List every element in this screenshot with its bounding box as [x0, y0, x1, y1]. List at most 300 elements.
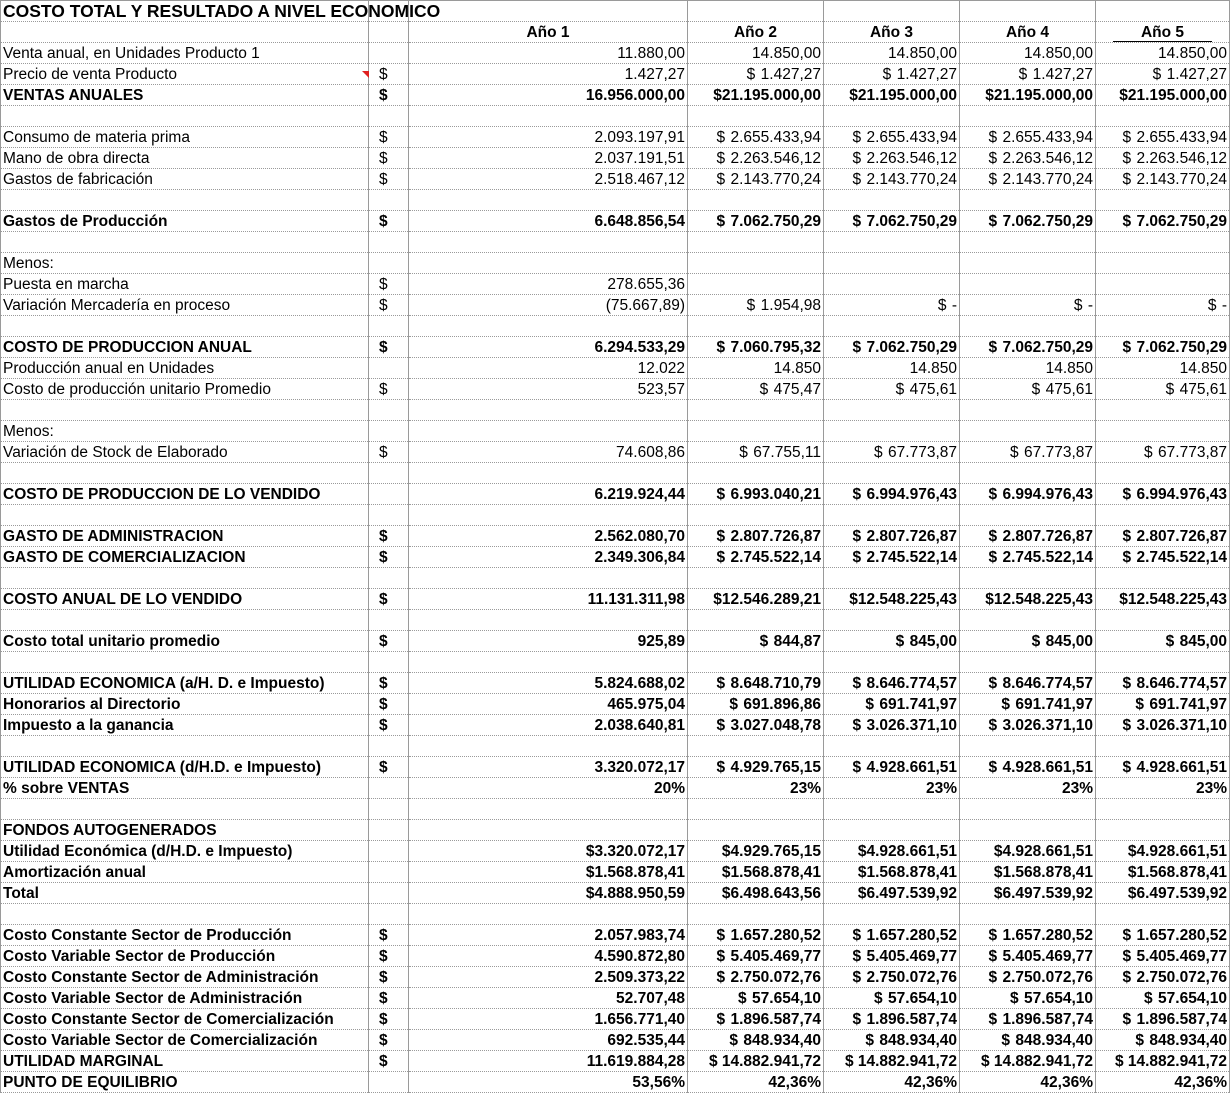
table-row [1, 379, 1230, 400]
currency-symbol: $ [369, 757, 409, 778]
currency-symbol: $ [369, 442, 409, 463]
currency-symbol: $ [739, 444, 748, 461]
table-row [1, 526, 1230, 547]
cell-value: $4.928.661,51 [857, 843, 957, 860]
value-cell [688, 904, 824, 925]
cell-value: $21.195.000,00 [849, 87, 957, 104]
currency-symbol [369, 778, 409, 799]
currency-symbol: $ [988, 675, 998, 692]
cell-value: 2.143.770,24 [1136, 171, 1227, 188]
table-row [1, 64, 1230, 85]
cell-value: 6.994.976,43 [1002, 486, 1093, 503]
value-cell [688, 169, 824, 190]
row-label [1, 106, 369, 127]
table-row [1, 946, 1230, 967]
row-label: Menos: [1, 421, 369, 442]
cell-value: 8.646.774,57 [866, 675, 957, 692]
cell-value: 4.929.765,15 [730, 759, 821, 776]
table-row [1, 967, 1230, 988]
cell-value: 11.131.311,98 [587, 591, 685, 608]
value-cell [409, 778, 688, 799]
table-row [1, 442, 1230, 463]
value-cell [688, 337, 824, 358]
value-cell [960, 463, 1096, 484]
value-cell [688, 85, 824, 106]
value-cell [409, 169, 688, 190]
value-cell [688, 1030, 824, 1051]
value-cell [824, 484, 960, 505]
value-cell [409, 526, 688, 547]
value-cell [960, 127, 1096, 148]
cell-value: 848.934,40 [1015, 1032, 1093, 1049]
value-cell [688, 421, 824, 442]
value-cell [1096, 820, 1230, 841]
value-cell [409, 211, 688, 232]
cell-value: 925,89 [637, 633, 685, 650]
value-cell [1096, 148, 1230, 169]
currency-symbol: $ [716, 717, 726, 734]
currency-symbol [369, 316, 409, 337]
cell-value: 1.896.587,74 [1136, 1011, 1227, 1028]
table-row [1, 820, 1230, 841]
value-cell [688, 505, 824, 526]
value-cell [824, 715, 960, 736]
currency-symbol: $ [1031, 381, 1041, 398]
value-cell [824, 1030, 960, 1051]
value-cell [409, 337, 688, 358]
cell-value: $ 14.882.941,72 [708, 1053, 821, 1070]
value-cell [688, 736, 824, 757]
year-header: Año 3 [824, 22, 960, 43]
cell-value: 1.657.280,52 [1136, 927, 1227, 944]
empty-row [1, 736, 1230, 757]
value-cell [960, 862, 1096, 883]
value-cell [824, 295, 960, 316]
currency-symbol: $ [729, 1032, 739, 1049]
currency-symbol: $ [1001, 1032, 1011, 1049]
cell-value: 2.057.983,74 [594, 927, 685, 944]
currency-symbol: $ [369, 169, 409, 190]
row-label: GASTO DE ADMINISTRACION [1, 526, 369, 547]
row-label: Costo total unitario promedio [1, 631, 369, 652]
year-header: Año 5 [1113, 24, 1212, 42]
value-cell [1096, 547, 1230, 568]
value-cell [960, 253, 1096, 274]
empty-row [1, 652, 1230, 673]
currency-symbol: $ [1144, 444, 1153, 461]
value-cell [688, 1072, 824, 1093]
cell-value: 2.745.522,14 [866, 549, 957, 566]
table-row [1, 337, 1230, 358]
year-header-row [1, 22, 1230, 43]
value-cell [1096, 883, 1230, 904]
value-cell [960, 820, 1096, 841]
value-cell [409, 64, 688, 85]
cell-value: 691.741,97 [1015, 696, 1093, 713]
value-cell [409, 946, 688, 967]
value-cell [409, 1072, 688, 1093]
row-label: UTILIDAD MARGINAL [1, 1051, 369, 1072]
currency-symbol: $ [369, 1009, 409, 1030]
value-cell [1096, 673, 1230, 694]
cell-value: $4.929.765,15 [721, 843, 821, 860]
cell-value: 1.427,27 [1032, 66, 1093, 83]
table-row [1, 883, 1230, 904]
cell-value: $21.195.000,00 [1119, 87, 1227, 104]
cell-value: 848.934,40 [743, 1032, 821, 1049]
table-row [1, 862, 1230, 883]
value-cell [1096, 568, 1230, 589]
value-cell [1096, 85, 1230, 106]
currency-symbol: $ [1144, 990, 1153, 1007]
currency-symbol: $ [369, 337, 409, 358]
value-cell [960, 505, 1096, 526]
value-cell [824, 883, 960, 904]
value-cell [824, 820, 960, 841]
cell-value: 2.750.072,76 [866, 969, 957, 986]
cell-value: 57.654,10 [888, 990, 957, 1007]
currency-symbol: $ [988, 759, 998, 776]
currency-symbol: $ [716, 129, 726, 146]
currency-symbol: $ [1122, 129, 1132, 146]
cell-value: 475,61 [909, 381, 957, 398]
value-cell [960, 883, 1096, 904]
currency-symbol: $ [716, 1011, 726, 1028]
cell-value: $4.888.950,59 [585, 885, 685, 902]
cell-value: 2.263.546,12 [866, 150, 957, 167]
table-row [1, 484, 1230, 505]
row-label: Costo Constante Sector de Comercialización [1, 1009, 369, 1030]
currency-symbol: $ [369, 64, 409, 85]
cell-value: 14.850 [1045, 360, 1093, 377]
cell-value: 692.535,44 [607, 1032, 685, 1049]
value-cell [688, 484, 824, 505]
currency-symbol: $ [369, 1051, 409, 1072]
value-cell [824, 841, 960, 862]
value-cell [824, 967, 960, 988]
cell-value: 67.773,87 [888, 444, 957, 461]
cell-value: $6.498.643,56 [721, 885, 821, 902]
currency-symbol [369, 883, 409, 904]
value-cell [960, 757, 1096, 778]
cell-value: 6.294.533,29 [594, 339, 685, 356]
row-label [1, 652, 369, 673]
cell-value: 14.850,00 [1024, 45, 1093, 62]
row-label: UTILIDAD ECONOMICA (a/H. D. e Impuesto) [1, 673, 369, 694]
currency-symbol: $ [369, 673, 409, 694]
cell-value: - [951, 297, 957, 314]
currency-symbol: $ [1122, 927, 1132, 944]
value-cell [409, 631, 688, 652]
cell-value: 2.263.546,12 [1136, 150, 1227, 167]
cell-value: 2.038.640,81 [594, 717, 685, 734]
value-cell [688, 757, 824, 778]
value-cell [960, 85, 1096, 106]
currency-symbol [369, 820, 409, 841]
value-cell [960, 358, 1096, 379]
value-cell [409, 43, 688, 64]
sheet-title: COSTO TOTAL Y RESULTADO A NIVEL ECONOMICO [1, 1, 369, 22]
title-row [1, 1, 1230, 22]
value-cell [1096, 127, 1230, 148]
value-cell [960, 316, 1096, 337]
value-cell [1096, 316, 1230, 337]
cell-value: 2.745.522,14 [1136, 549, 1227, 566]
row-label: Precio de venta Producto [1, 64, 369, 85]
value-cell [1096, 400, 1230, 421]
cell-value: $6.497.539,92 [1127, 885, 1227, 902]
value-cell [1096, 925, 1230, 946]
row-label [1, 799, 369, 820]
value-cell [824, 211, 960, 232]
value-cell [960, 547, 1096, 568]
value-cell [1096, 1051, 1230, 1072]
currency-symbol: $ [1122, 528, 1132, 545]
value-cell [688, 568, 824, 589]
cell-value: 2.655.433,94 [866, 129, 957, 146]
cell-value: 1.656.771,40 [594, 1011, 685, 1028]
currency-symbol [369, 253, 409, 274]
currency-symbol: $ [988, 486, 998, 503]
table-row [1, 547, 1230, 568]
currency-symbol: $ [1152, 66, 1162, 83]
value-cell [824, 127, 960, 148]
value-cell [688, 673, 824, 694]
cell-value: 7.060.795,32 [730, 339, 821, 356]
row-label [1, 463, 369, 484]
value-cell [824, 253, 960, 274]
table-row [1, 988, 1230, 1009]
value-cell [409, 841, 688, 862]
cell-value: 475,61 [1179, 381, 1227, 398]
value-cell [409, 673, 688, 694]
cell-value: 845,00 [1045, 633, 1093, 650]
currency-symbol: $ [716, 486, 726, 503]
currency-symbol: $ [369, 85, 409, 106]
cell-value: 2.807.726,87 [1136, 528, 1227, 545]
currency-symbol: $ [988, 969, 998, 986]
value-cell [824, 862, 960, 883]
value-cell [1096, 988, 1230, 1009]
table-row [1, 295, 1230, 316]
value-cell [824, 925, 960, 946]
value-cell [824, 568, 960, 589]
cell-value: 2.750.072,76 [730, 969, 821, 986]
empty-row [1, 505, 1230, 526]
value-cell [409, 379, 688, 400]
value-cell [824, 505, 960, 526]
value-cell [688, 862, 824, 883]
cell-value: 67.755,11 [753, 444, 821, 461]
value-cell [1096, 757, 1230, 778]
cell-value: $12.546.289,21 [713, 591, 821, 608]
cell-value: $1.568.878,41 [585, 864, 685, 881]
currency-symbol: $ [988, 129, 998, 146]
value-cell [409, 127, 688, 148]
row-label: Variación Mercadería en proceso [1, 295, 369, 316]
value-cell [688, 316, 824, 337]
row-label: Utilidad Económica (d/H.D. e Impuesto) [1, 841, 369, 862]
cell-value: 7.062.750,29 [730, 213, 821, 230]
currency-symbol: $ [716, 150, 726, 167]
row-label: Amortización anual [1, 862, 369, 883]
value-cell [688, 694, 824, 715]
cell-value: 844,87 [773, 633, 821, 650]
value-cell [1096, 463, 1230, 484]
value-cell [960, 841, 1096, 862]
currency-symbol: $ [895, 633, 905, 650]
value-cell [409, 400, 688, 421]
currency-symbol: $ [729, 696, 739, 713]
currency-symbol: $ [1122, 969, 1132, 986]
currency-symbol [369, 652, 409, 673]
value-cell [688, 148, 824, 169]
value-cell [1096, 106, 1230, 127]
row-label: UTILIDAD ECONOMICA (d/H.D. e Impuesto) [1, 757, 369, 778]
value-cell [1096, 610, 1230, 631]
cell-value: - [1087, 297, 1093, 314]
currency-symbol: $ [369, 1030, 409, 1051]
currency-symbol: $ [716, 171, 726, 188]
currency-symbol: $ [865, 696, 875, 713]
currency-symbol: $ [874, 444, 883, 461]
value-cell [1096, 295, 1230, 316]
year-header: Año 4 [960, 22, 1096, 43]
value-cell [409, 316, 688, 337]
empty-row [1, 232, 1230, 253]
currency-symbol: $ [1122, 171, 1132, 188]
value-cell [1096, 484, 1230, 505]
currency-symbol: $ [865, 1032, 875, 1049]
cell-value: 3.320.072,17 [594, 759, 685, 776]
value-cell [960, 43, 1096, 64]
cell-value: 2.143.770,24 [1002, 171, 1093, 188]
table-row [1, 1009, 1230, 1030]
cell-value: 16.956.000,00 [585, 87, 685, 104]
row-label: Venta anual, en Unidades Producto 1 [1, 43, 369, 64]
cell-value: $3.320.072,17 [585, 843, 685, 860]
currency-symbol: $ [852, 717, 862, 734]
value-cell [409, 904, 688, 925]
cell-value: 23% [1061, 780, 1093, 797]
value-cell [824, 442, 960, 463]
value-cell [824, 631, 960, 652]
cell-value: $12.548.225,43 [849, 591, 957, 608]
value-cell [1096, 1072, 1230, 1093]
value-cell [960, 190, 1096, 211]
value-cell [688, 652, 824, 673]
value-cell [409, 295, 688, 316]
cell-value: 6.219.924,44 [594, 486, 685, 503]
currency-symbol: $ [1135, 696, 1145, 713]
currency-symbol: $ [716, 927, 726, 944]
currency-symbol: $ [369, 946, 409, 967]
row-label: Costo Variable Sector de Administración [1, 988, 369, 1009]
table-row [1, 358, 1230, 379]
year-header: Año 1 [409, 22, 688, 43]
value-cell [409, 925, 688, 946]
currency-symbol: $ [369, 694, 409, 715]
currency-symbol: $ [882, 66, 892, 83]
cell-value: 2.807.726,87 [866, 528, 957, 545]
value-cell [409, 862, 688, 883]
currency-symbol: $ [1010, 444, 1019, 461]
value-cell [960, 442, 1096, 463]
value-cell [1096, 526, 1230, 547]
value-cell [824, 85, 960, 106]
row-label [1, 190, 369, 211]
value-cell [1096, 274, 1230, 295]
table-row [1, 1072, 1230, 1093]
currency-symbol: $ [852, 486, 862, 503]
cell-value: 3.026.371,10 [1136, 717, 1227, 734]
row-label: COSTO DE PRODUCCION ANUAL [1, 337, 369, 358]
value-cell [1096, 631, 1230, 652]
value-cell [824, 379, 960, 400]
value-cell [1096, 190, 1230, 211]
value-cell [1096, 64, 1230, 85]
cell-value: 5.824.688,02 [594, 675, 685, 692]
currency-symbol: $ [759, 381, 769, 398]
cell-value: 8.646.774,57 [1136, 675, 1227, 692]
row-label: Total [1, 883, 369, 904]
cell-value: 2.750.072,76 [1136, 969, 1227, 986]
value-cell [688, 988, 824, 1009]
value-cell [409, 274, 688, 295]
value-cell [409, 358, 688, 379]
cell-value: 2.655.433,94 [730, 129, 821, 146]
currency-symbol: $ [1122, 759, 1132, 776]
row-label: Honorarios al Directorio [1, 694, 369, 715]
currency-symbol: $ [716, 969, 726, 986]
value-cell [824, 190, 960, 211]
value-cell [1096, 778, 1230, 799]
value-cell [409, 106, 688, 127]
table-row [1, 589, 1230, 610]
value-cell [960, 652, 1096, 673]
table-row [1, 148, 1230, 169]
currency-symbol: $ [1018, 66, 1028, 83]
currency-symbol [369, 568, 409, 589]
value-cell [409, 484, 688, 505]
cell-value: 1.896.587,74 [866, 1011, 957, 1028]
currency-symbol: $ [369, 379, 409, 400]
currency-symbol: $ [988, 717, 998, 734]
value-cell [688, 883, 824, 904]
value-cell [824, 652, 960, 673]
value-cell [824, 148, 960, 169]
year-header: Año 2 [688, 22, 824, 43]
currency-symbol: $ [369, 925, 409, 946]
value-cell [688, 463, 824, 484]
cell-value: 57.654,10 [1158, 990, 1227, 1007]
value-cell [688, 778, 824, 799]
value-cell [960, 1009, 1096, 1030]
value-cell [960, 295, 1096, 316]
currency-symbol: $ [369, 988, 409, 1009]
value-cell [1096, 1030, 1230, 1051]
value-cell [688, 232, 824, 253]
row-label: Costo de producción unitario Promedio [1, 379, 369, 400]
empty-row [1, 316, 1230, 337]
value-cell [824, 64, 960, 85]
cell-value: 52.707,48 [616, 990, 685, 1007]
currency-symbol: $ [716, 339, 726, 356]
row-label [1, 736, 369, 757]
cell-value: 6.648.856,54 [594, 213, 685, 230]
cell-value: 2.745.522,14 [1002, 549, 1093, 566]
cell-value: 14.850 [1179, 360, 1227, 377]
